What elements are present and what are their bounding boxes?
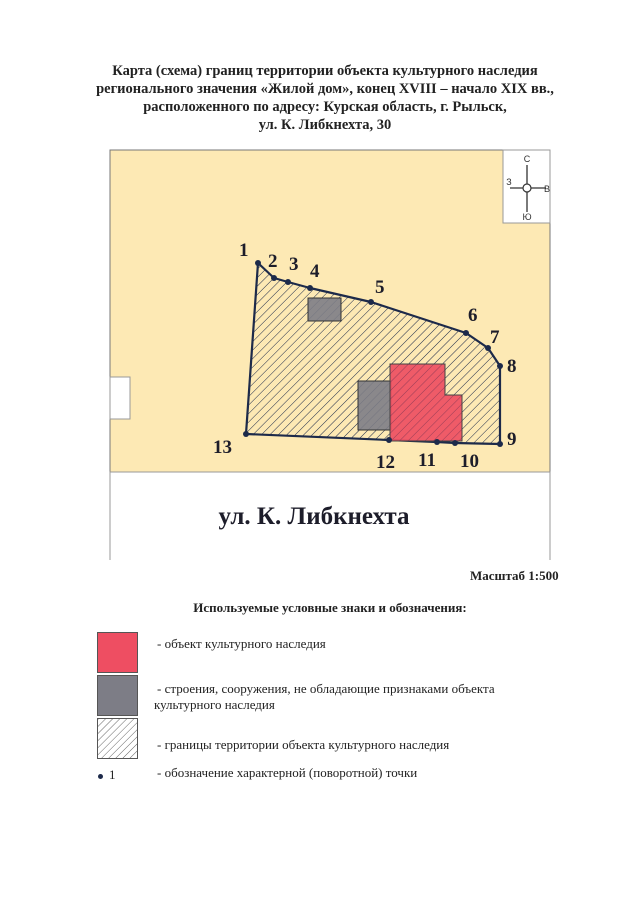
legend-text-line: - строения, сооружения, не обладающие признаками объекта [157,681,495,696]
legend-swatch-boundary [97,718,138,759]
legend-text: - объект культурного наследия [157,636,326,651]
legend-point-text: - обозначение характерной (поворотной) точки [157,765,418,780]
point-label: 5 [375,277,385,298]
boundary-point [285,279,291,285]
point-label: 9 [507,429,517,450]
scale-label: Масштаб 1:500 [470,568,559,583]
point-label: 10 [460,451,479,472]
legend-swatch-heritage [97,632,138,673]
point-label: 1 [239,240,249,261]
boundary-point [386,437,392,443]
point-label: 8 [507,356,517,377]
point-label: 2 [268,251,278,272]
compass-east-label: В [543,184,551,194]
point-label: 12 [376,452,395,473]
point-label: 3 [289,254,299,275]
non-heritage-building [358,381,391,430]
legend-title: Используемые условные знаки и обозначения: [193,600,467,615]
boundary-point [434,439,440,445]
legend-text: - границы территории объекта культурного наследия [157,737,450,752]
boundary-point [243,431,249,437]
compass-north-label: С [523,154,531,164]
title-line: ул. К. Либкнехта, 30 [258,117,392,133]
point-label: 4 [310,261,320,282]
compass [503,150,550,223]
boundary-point [368,299,374,305]
boundary-point [307,285,313,291]
legend-swatch-buildings [97,675,138,716]
boundary-point [497,363,503,369]
point-label: 6 [468,305,478,326]
point-label: 13 [213,437,232,458]
boundary-point [255,260,261,266]
point-label: 11 [418,450,436,471]
boundary-point [463,330,469,336]
boundary-point [271,275,277,281]
point-dot-icon [98,774,103,779]
non-heritage-building [308,298,341,321]
adjacent-building [110,377,130,419]
title-line: Карта (схема) границ территории объекта культурного наследия [112,63,538,79]
compass-west-label: З [506,177,512,187]
boundary-point [452,440,458,446]
compass-south-label: Ю [522,212,532,222]
title-line: расположенного по адресу: Курская область, г. Рыльск, [143,99,507,115]
point-label: 7 [490,327,500,348]
boundary-point [497,441,503,447]
title-line: регионального значения «Жилой дом», конец XVIII – начало XIX вв., [96,81,554,97]
legend-text [154,681,495,713]
legend-point-symbol [98,767,116,783]
street-label: ул. К. Либкнехта [218,503,410,530]
legend-text-line: культурного наследия [154,697,275,712]
legend-point-label: 1 [109,767,116,782]
